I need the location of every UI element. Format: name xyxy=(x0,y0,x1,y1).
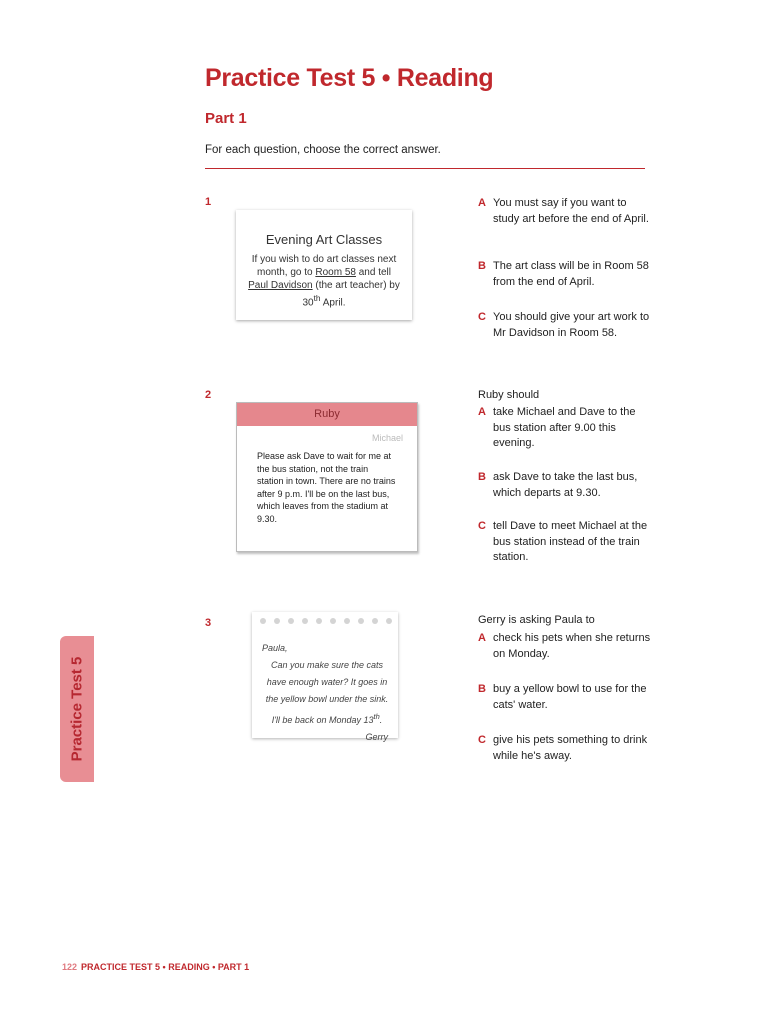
question-2-number: 2 xyxy=(205,389,212,401)
section-side-tab xyxy=(60,636,94,782)
note-line: the yellow bowl under the sink. xyxy=(265,694,389,704)
option-text: ask Dave to take the last bus, which departs at 9.30. xyxy=(493,471,638,499)
option-letter: A xyxy=(478,632,486,644)
option-text: You should give your art work to Mr Davidson in Room 58. xyxy=(493,311,650,339)
text-message-card xyxy=(236,402,418,552)
notice-title: Evening Art Classes xyxy=(265,232,383,247)
note-line-end: . xyxy=(379,715,383,725)
note-signoff: Gerry xyxy=(365,732,388,742)
note-line: have enough water? It goes in xyxy=(266,677,388,687)
question-3-number: 3 xyxy=(205,617,212,629)
header-divider xyxy=(205,168,645,169)
note-line xyxy=(262,708,392,729)
notice-sup: th xyxy=(313,293,321,303)
part-heading: Part 1 xyxy=(205,110,247,127)
message-body: Please ask Dave to wait for me at the bus station, not the train station in town. There are no trains after 9 p.m. I'll be on the last bus, which leaves from the stadium at 9.30. xyxy=(257,451,396,524)
notice-text-a: If you wish to do art classes next month, go to xyxy=(251,254,397,278)
note-line-sup: th xyxy=(373,712,380,721)
notice-text-c: (the art teacher) by 30 xyxy=(302,280,400,309)
question-1-option-b[interactable] xyxy=(478,259,653,290)
handwritten-note xyxy=(252,612,398,742)
option-text: The art class will be in Room 58 from the end of April. xyxy=(493,260,649,288)
question-2-stem: Ruby should xyxy=(478,389,540,401)
page-footer xyxy=(62,962,249,972)
notepad-binding-dots xyxy=(260,618,392,624)
question-1-option-a[interactable] xyxy=(478,196,653,227)
option-text: You must say if you want to study art before the end of April. xyxy=(493,197,649,225)
side-tab-label: Practice Test 5 xyxy=(68,656,86,762)
page-number: 122 xyxy=(62,962,78,972)
notice-text-d: April. xyxy=(320,297,346,309)
page-title: Practice Test 5 • Reading xyxy=(205,64,494,92)
option-text: check his pets when she returns on Monday. xyxy=(493,632,651,660)
note-body xyxy=(262,640,392,746)
option-text: tell Dave to meet Michael at the bus station instead of the train station. xyxy=(493,520,648,563)
question-2-option-b[interactable] xyxy=(478,470,653,501)
question-1-option-c[interactable] xyxy=(478,310,653,341)
question-1-number: 1 xyxy=(205,196,212,208)
note-greeting: Paula, xyxy=(262,643,288,653)
instruction-text: For each question, choose the correct answer. xyxy=(205,144,441,156)
notice-body xyxy=(248,253,400,309)
option-letter: C xyxy=(478,520,486,532)
notice-person: Paul Davidson xyxy=(248,280,313,291)
footer-text: PRACTICE TEST 5 • READING • PART 1 xyxy=(81,962,250,972)
art-class-notice xyxy=(236,210,412,320)
option-letter: A xyxy=(478,197,486,209)
question-2-option-a[interactable] xyxy=(478,405,653,452)
option-text: take Michael and Dave to the bus station after 9.00 this evening. xyxy=(493,406,636,449)
note-line: Can you make sure the cats xyxy=(270,660,384,670)
question-2-option-c[interactable] xyxy=(478,519,653,566)
option-letter: B xyxy=(478,683,486,695)
message-sender: Michael xyxy=(371,433,403,443)
option-letter: B xyxy=(478,260,486,272)
notice-room: Room 58 xyxy=(315,267,356,278)
option-letter: A xyxy=(478,406,486,418)
question-3-option-c[interactable] xyxy=(478,733,653,764)
option-letter: C xyxy=(478,734,486,746)
question-3-stem: Gerry is asking Paula to xyxy=(478,614,595,626)
option-text: buy a yellow bowl to use for the cats' water. xyxy=(493,683,647,711)
option-letter: C xyxy=(478,311,486,323)
option-text: give his pets something to drink while he's away. xyxy=(493,734,648,762)
message-recipient: Ruby xyxy=(237,403,417,426)
option-letter: B xyxy=(478,471,486,483)
question-3-option-a[interactable] xyxy=(478,631,653,662)
notice-text-b: and tell xyxy=(355,267,391,278)
question-3-option-b[interactable] xyxy=(478,682,653,713)
note-line-text: I'll be back on Monday 13 xyxy=(271,715,374,725)
